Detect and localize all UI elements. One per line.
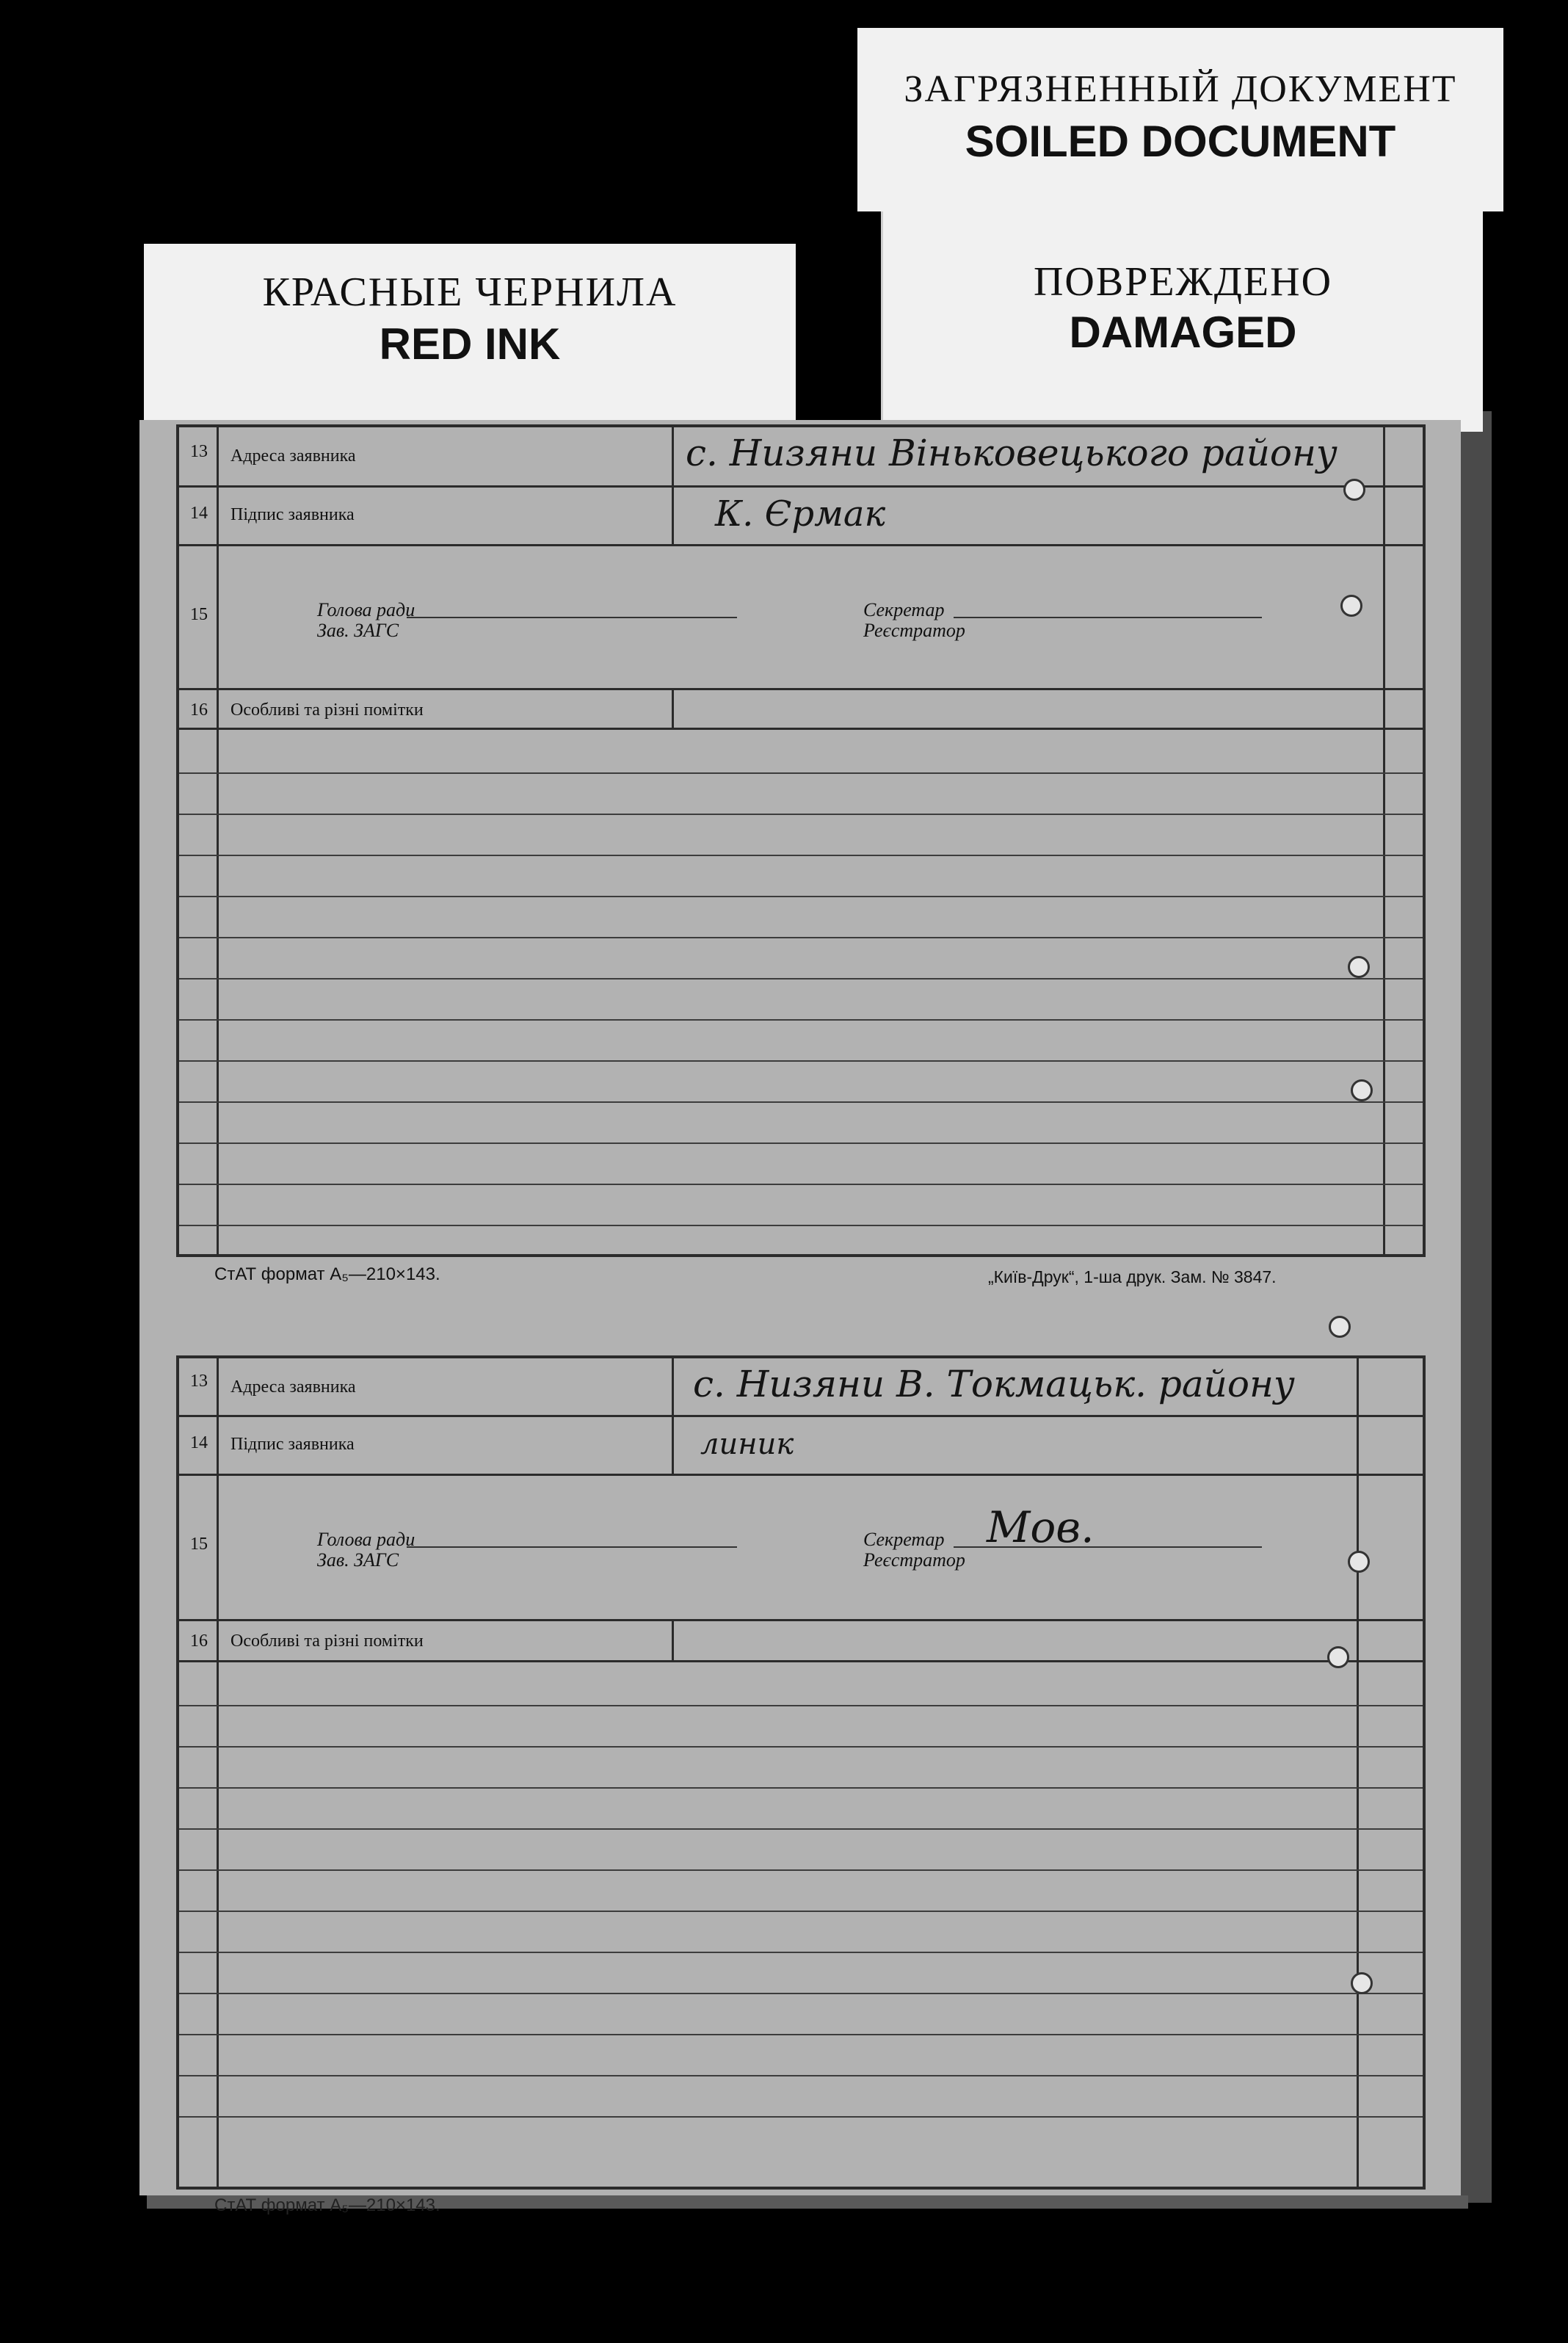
row-address — [179, 427, 1423, 488]
binding-hole — [1351, 1972, 1373, 1994]
row-number: 16 — [190, 700, 208, 720]
address-value: с. Низяни Віньковецького району — [686, 432, 1337, 474]
row-number: 13 — [190, 442, 208, 461]
notes-line — [179, 1225, 1423, 1226]
row-number: 14 — [190, 504, 208, 523]
notes-area — [179, 730, 1423, 1254]
secretary-signature-line — [954, 617, 1262, 618]
damaged-label — [881, 211, 1483, 432]
notes-line — [179, 1911, 1423, 1912]
head-label: Голова ради — [317, 1529, 415, 1550]
row-officials — [179, 1476, 1423, 1621]
registrar-label: Реєстратор — [863, 1549, 965, 1571]
notes-line — [179, 855, 1423, 856]
soiled-label-en: SOILED DOCUMENT — [965, 117, 1396, 166]
notes-line — [179, 814, 1423, 815]
registrar-office-label: Зав. ЗАГС — [317, 1549, 399, 1571]
binding-hole — [1348, 1551, 1370, 1573]
row-number: 16 — [190, 1632, 208, 1651]
notes-line — [179, 2034, 1423, 2035]
row-officials — [179, 546, 1423, 690]
head-label: Голова ради — [317, 599, 415, 620]
row-label: Особливі та різні помітки — [231, 700, 424, 720]
row-signature — [179, 1417, 1423, 1476]
notes-line — [179, 937, 1423, 938]
notes-line — [179, 2116, 1423, 2118]
binding-hole — [1340, 595, 1362, 617]
notes-line — [179, 1142, 1423, 1144]
secretary-signature: Мов. — [987, 1502, 1095, 1552]
notes-line — [179, 1828, 1423, 1830]
row-address — [179, 1358, 1423, 1417]
notes-line — [179, 1993, 1423, 1994]
notes-area — [179, 1662, 1423, 2187]
notes-line — [179, 1952, 1423, 1953]
row-notes — [179, 690, 1423, 730]
notes-line — [179, 1184, 1423, 1185]
notes-line — [179, 978, 1423, 979]
row-signature — [179, 488, 1423, 546]
damaged-label-ru: ПОВРЕЖДЕНО — [1033, 259, 1333, 305]
applicant-signature: К. Єрмак — [715, 493, 886, 535]
head-signature-line — [407, 1546, 737, 1548]
head-signature-line — [407, 617, 737, 618]
row-label: Підпис заявника — [231, 505, 355, 524]
notes-line — [179, 1787, 1423, 1789]
form-footer-left: СтАТ формат А₅—210×143. — [214, 2195, 440, 2215]
notes-line — [179, 2075, 1423, 2076]
notes-line — [179, 1101, 1423, 1103]
binding-hole — [1348, 956, 1370, 978]
record-form-top — [176, 424, 1426, 1257]
row-label: Підпис заявника — [231, 1435, 355, 1454]
address-value: с. Низяни В. Токмацьк. району — [693, 1363, 1295, 1405]
notes-line — [179, 1705, 1423, 1706]
binding-hole — [1343, 479, 1365, 501]
row-number: 15 — [190, 605, 208, 624]
notes-line — [179, 772, 1423, 774]
notes-line — [179, 1019, 1423, 1021]
notes-line — [179, 1746, 1423, 1748]
binding-hole — [1351, 1079, 1373, 1101]
row-number: 15 — [190, 1535, 208, 1554]
form-footer-left: СтАТ формат А₅—210×143. — [214, 1264, 440, 1284]
row-number: 14 — [190, 1433, 208, 1452]
row-number: 13 — [190, 1372, 208, 1391]
notes-line — [179, 1869, 1423, 1871]
damaged-label-en: DAMAGED — [1069, 308, 1297, 357]
row-label: Особливі та різні помітки — [231, 1632, 424, 1651]
secretary-label: Секретар — [863, 1529, 945, 1550]
binding-hole — [1329, 1316, 1351, 1338]
red-ink-label — [144, 244, 796, 436]
applicant-signature: линик — [700, 1427, 794, 1461]
form-footer-right: „Київ-Друк“, 1-ша друк. Зам. № 3847. — [988, 1267, 1277, 1286]
record-form-bottom — [176, 1355, 1426, 2190]
notes-line — [179, 896, 1423, 897]
registrar-label: Реєстратор — [863, 620, 965, 641]
sheet-edge-right — [1461, 411, 1492, 2203]
notes-line — [179, 1060, 1423, 1062]
soiled-document-label — [857, 28, 1503, 211]
secretary-label: Секретар — [863, 599, 945, 620]
binding-hole — [1327, 1646, 1349, 1668]
red-ink-label-ru: КРАСНЫЕ ЧЕРНИЛА — [262, 269, 678, 315]
row-label: Адреса заявника — [231, 446, 356, 466]
soiled-label-ru: ЗАГРЯЗНЕННЫЙ ДОКУМЕНТ — [904, 68, 1457, 110]
registrar-office-label: Зав. ЗАГС — [317, 620, 399, 641]
red-ink-label-en: RED INK — [379, 319, 561, 369]
row-notes — [179, 1621, 1423, 1662]
row-label: Адреса заявника — [231, 1377, 356, 1397]
